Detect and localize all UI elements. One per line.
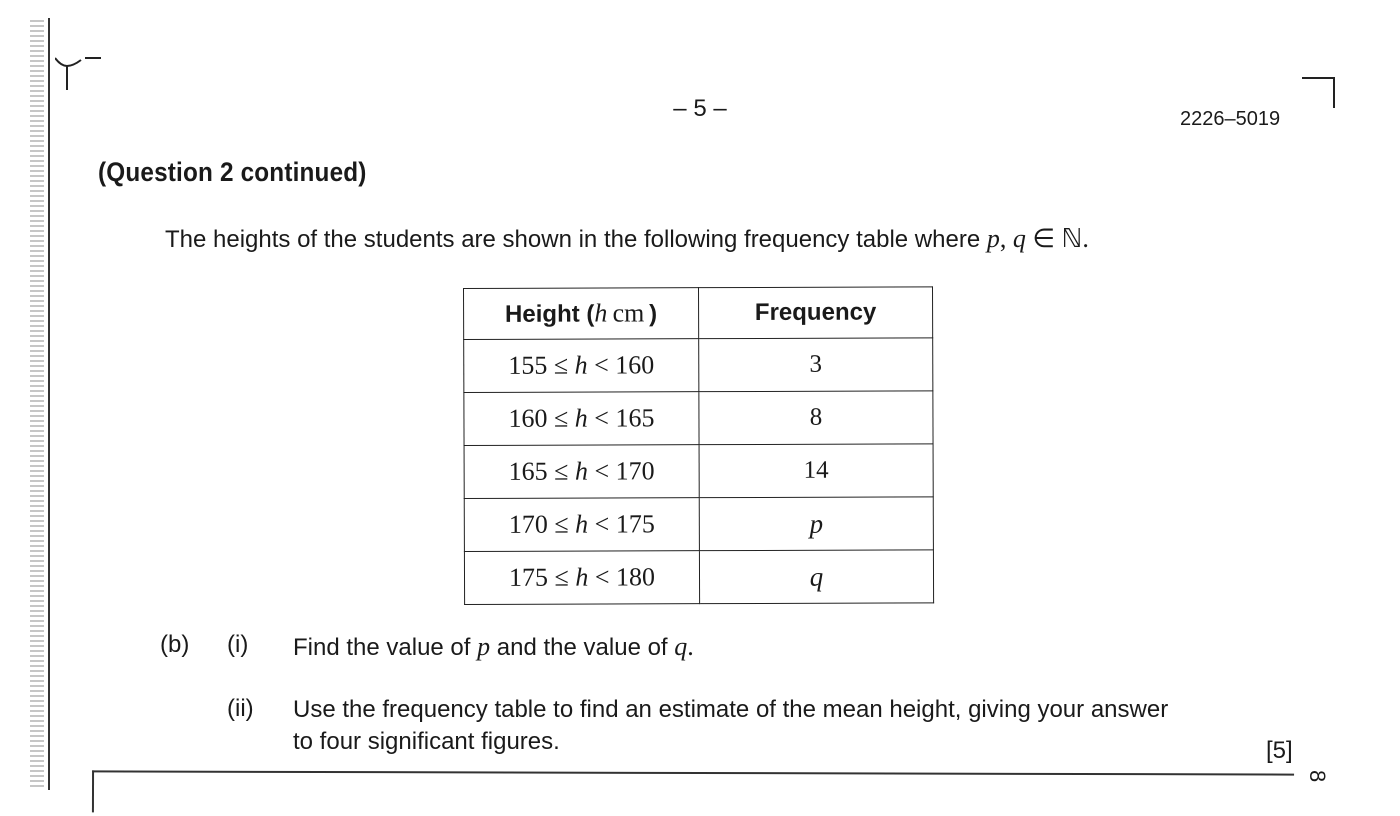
header-close-paren: ) <box>649 300 658 328</box>
table-row <box>464 550 933 605</box>
var-q: q <box>674 632 688 661</box>
table-header-row <box>464 287 933 340</box>
header-unit <box>594 298 644 327</box>
var-p: p <box>477 632 491 661</box>
question-heading: (Question 2 continued) <box>98 157 367 187</box>
intro-math <box>987 224 1089 253</box>
full-stop: . <box>687 632 694 661</box>
frequency-cell: p <box>699 497 933 551</box>
interval-cell: 155 ≤ h < 160 <box>464 339 699 393</box>
reference-code: 2226–5019 <box>1180 108 1281 130</box>
interval-cell: 170 ≤ h < 175 <box>464 498 699 552</box>
interval-cell: 160 ≤ h < 165 <box>464 392 699 446</box>
page-number: – 5 – <box>673 95 727 122</box>
frequency-cell: q <box>699 550 933 604</box>
var-q: q <box>1012 224 1026 253</box>
full-stop: . <box>1082 224 1089 253</box>
var-h: h <box>574 350 588 380</box>
frequency-cell: 3 <box>699 338 933 392</box>
var-h: h <box>574 456 588 486</box>
var-h: h <box>575 562 589 592</box>
column-header-height <box>464 288 699 340</box>
table-row <box>464 338 933 393</box>
sub-i-label: (i) <box>227 631 249 658</box>
frequency-table <box>463 286 934 605</box>
frequency-cell: 8 <box>699 391 933 445</box>
table-row <box>464 444 933 499</box>
intro-paragraph <box>165 224 1089 254</box>
interval-cell: 175 ≤ h < 180 <box>464 551 699 605</box>
sub-i-text-before: Find the value of <box>293 634 471 661</box>
sub-i-text-middle: and the value of <box>496 634 668 661</box>
comma: , <box>999 224 1007 253</box>
header-height-label: Height ( <box>504 300 595 328</box>
frequency-cell: 14 <box>699 444 933 498</box>
column-header-frequency: Frequency <box>699 287 933 339</box>
margin-line <box>48 18 50 790</box>
corner-mark-top-right <box>1300 76 1338 110</box>
element-of-symbol: ∈ <box>1032 224 1055 253</box>
answer-box[interactable] <box>92 770 1294 815</box>
interval-cell: 165 ≤ h < 170 <box>464 445 699 499</box>
sub-ii-text: Use the frequency table to find an estimate of the mean height, giving your answer to four significant figures. <box>293 696 1169 755</box>
var-p: p <box>986 224 1000 253</box>
sub-ii-label: (ii) <box>227 695 254 722</box>
marks-indicator: [5] <box>1266 737 1293 764</box>
var-h: h <box>575 509 589 539</box>
corner-mark-top-left <box>55 52 101 92</box>
intro-text: The heights of the students are shown in the following frequency table where <box>165 226 981 253</box>
header-unit-var: h <box>594 298 608 328</box>
header-unit-cm: cm <box>612 298 645 328</box>
page-perforation <box>30 20 44 790</box>
part-b-label: (b) <box>160 631 190 658</box>
edge-page-number: 8 <box>1305 770 1330 783</box>
sub-i-text <box>293 632 694 662</box>
table-row <box>464 391 933 446</box>
table-row <box>464 497 933 552</box>
var-h: h <box>574 403 588 433</box>
natural-numbers-symbol: ℕ <box>1061 224 1083 253</box>
